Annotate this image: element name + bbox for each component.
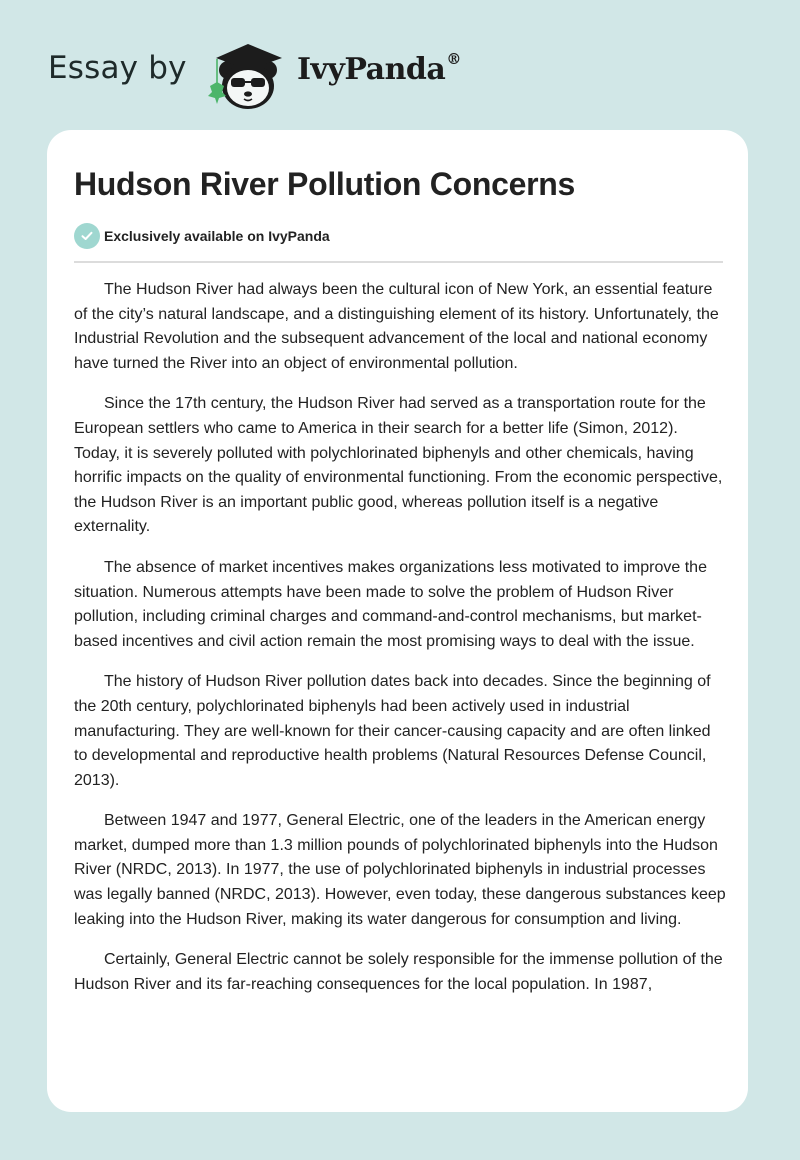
paragraph: The history of Hudson River pollution dates back into decades. Since the beginning of the 20th century, polychlorinated biphenyls had been actively used in industrial manufacturing. They are well-known for their cancer-causing capacity and are often linked to developmental and reproductive health problems (Natural Resources Defense Council, 2013). — [74, 673, 711, 789]
panda-graduate-logo-icon[interactable] — [202, 36, 292, 110]
brand-name-text: IvyPanda — [297, 52, 446, 87]
essay-by-label: Essay by — [48, 50, 187, 86]
paragraph: Between 1947 and 1977, General Electric, one of the leaders in the American energy market, dumped more than 1.3 million pounds of polychlorinated biphenyls into the Hudson River (NRDC, 2013). In 1977, the use of polychlorinated biphenyls in industrial processes was legally banned (NRDC, 2013). However, even today, these dangerous substances keep leaking into the Hudson River, making its water dangerous for consumption and living. — [74, 812, 726, 928]
page-title: Hudson River Pollution Concerns — [74, 166, 575, 202]
paragraph: Certainly, General Electric cannot be solely responsible for the immense pollution of the Hudson River and its far-reaching consequences for the local population. In 1987, — [74, 951, 723, 993]
site-header — [0, 0, 800, 130]
exclusive-badge — [74, 223, 330, 249]
title-divider — [74, 261, 723, 263]
paragraph: The absence of market incentives makes organizations less motivated to improve the situation. Numerous attempts have been made to solve the problem of Hudson River pollution, including criminal charges and command-and-control mechanisms, but market-based incentives and civil action remain the most promising ways to deal with the issue. — [74, 558, 707, 650]
check-circle-icon — [74, 223, 100, 249]
exclusive-badge-text: Exclusively available on IvyPanda — [104, 228, 330, 244]
brand-name[interactable] — [297, 52, 461, 87]
essay-card — [47, 130, 748, 1112]
essay-body — [74, 278, 726, 1013]
paragraph: The Hudson River had always been the cultural icon of New York, an essential feature of the city’s natural landscape, and a distinguishing element of its history. Unfortunately, the Industrial Revolution and the subsequent advancement of the local and national economy have turned the River into an object of environmental pollution. — [74, 281, 719, 372]
registered-mark: ® — [446, 50, 461, 68]
paragraph: Since the 17th century, the Hudson River had served as a transportation route for the European settlers who came to America in their search for a better life (Simon, 2012). Today, it is severely polluted with polychlorinated biphenyls and other chemicals, having horrific impacts on the quality of environmental functioning. From the economic perspective, the Hudson River is an important public good, whereas pollution itself is a negative externality. — [74, 395, 723, 536]
